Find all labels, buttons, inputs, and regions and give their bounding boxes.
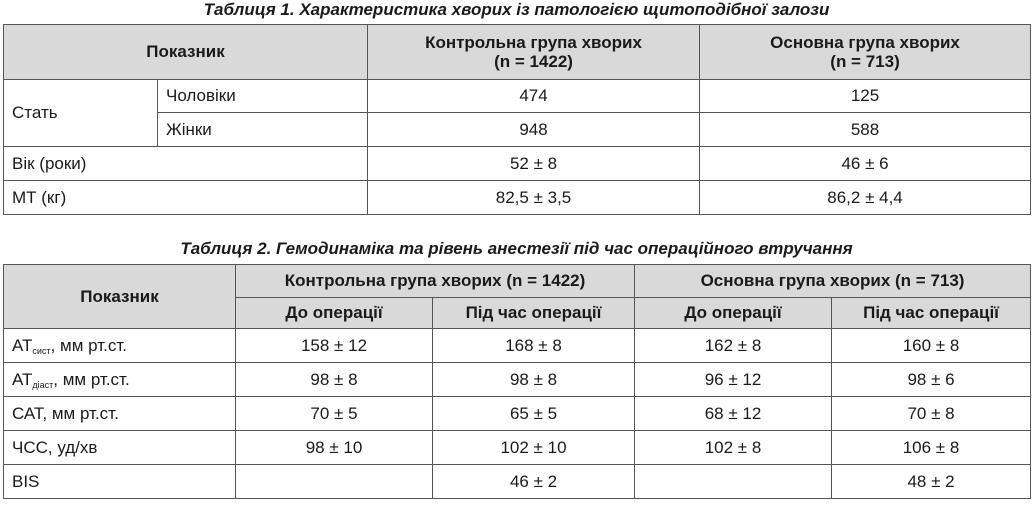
table1-caption: Таблиця 1. Характеристика хворих із патологією щитоподібної залози (203, 0, 830, 19)
cell-control-during: 102 ± 10 (433, 431, 635, 465)
label-main: АТ (12, 369, 33, 389)
cell-main-before (635, 465, 832, 499)
row-label-diastolic-bp (4, 363, 236, 397)
row-label-heart-rate: ЧСС, уд/хв (4, 431, 236, 465)
cell-main-age: 46 ± 6 (700, 147, 1031, 181)
row-label-systolic-bp (4, 329, 236, 363)
table1-header-indicator: Показник (4, 25, 368, 80)
hemodynamics-table (3, 264, 1031, 499)
label-subscript: сист (32, 345, 51, 356)
main-group-title: Основна група хворих (770, 33, 960, 52)
row-label-women: Жінки (158, 113, 368, 147)
row-label-bis: BIS (4, 465, 236, 499)
row-label-sex: Стать (4, 80, 158, 147)
cell-main-during: 160 ± 8 (832, 329, 1031, 363)
table2-header-row-1 (4, 265, 1031, 298)
table-row (4, 329, 1031, 363)
cell-control-before (236, 465, 433, 499)
main-group-count: (n = 713) (830, 52, 900, 71)
cell-control-during: 98 ± 8 (433, 363, 635, 397)
row-label-age: Вік (роки) (4, 147, 368, 181)
cell-control-before: 70 ± 5 (236, 397, 433, 431)
cell-control-during: 46 ± 2 (433, 465, 635, 499)
row-label-men: Чоловіки (158, 80, 368, 113)
label-rest: , мм рт.ст. (53, 369, 130, 389)
table-row (4, 181, 1031, 215)
cell-main-during: 106 ± 8 (832, 431, 1031, 465)
table1-header-main-group (700, 25, 1031, 80)
row-label-body-mass: МТ (кг) (4, 181, 368, 215)
header-control-before: До операції (236, 298, 433, 329)
table2-caption: Таблиця 2. Гемодинаміка та рівень анестезії під час операційного втручання (180, 239, 853, 258)
cell-main-before: 68 ± 12 (635, 397, 832, 431)
table-row (4, 465, 1031, 499)
cell-main-body-mass: 86,2 ± 4,4 (700, 181, 1031, 215)
cell-control-body-mass: 82,5 ± 3,5 (368, 181, 700, 215)
label-main: АТ (12, 335, 33, 355)
cell-main-before: 162 ± 8 (635, 329, 832, 363)
row-label-mean-bp: САТ, мм рт.ст. (4, 397, 236, 431)
control-group-title: Контрольна група хворих (425, 33, 642, 52)
cell-main-before: 102 ± 8 (635, 431, 832, 465)
table-row (4, 397, 1031, 431)
cell-main-during: 48 ± 2 (832, 465, 1031, 499)
cell-control-age: 52 ± 8 (368, 147, 700, 181)
table2-header-main-group: Основна група хворих (n = 713) (635, 265, 1031, 298)
table1-header-row (4, 25, 1031, 80)
header-control-during: Під час операції (433, 298, 635, 329)
table-row (4, 147, 1031, 181)
table-row (4, 363, 1031, 397)
cell-main-during: 70 ± 8 (832, 397, 1031, 431)
cell-control-during: 168 ± 8 (433, 329, 635, 363)
cell-control-before: 158 ± 12 (236, 329, 433, 363)
header-main-before: До операції (635, 298, 832, 329)
table-row (4, 431, 1031, 465)
header-main-during: Під час операції (832, 298, 1031, 329)
cell-control-before: 98 ± 10 (236, 431, 433, 465)
table-row (4, 80, 1031, 113)
table2-header-control-group: Контрольна група хворих (n = 1422) (236, 265, 635, 298)
cell-control-women: 948 (368, 113, 700, 147)
cell-control-men: 474 (368, 80, 700, 113)
cell-control-before: 98 ± 8 (236, 363, 433, 397)
table2-header-indicator: Показник (4, 265, 236, 329)
control-group-count: (n = 1422) (494, 52, 573, 71)
patient-characteristics-table (3, 24, 1031, 215)
cell-main-women: 588 (700, 113, 1031, 147)
cell-main-before: 96 ± 12 (635, 363, 832, 397)
table1-header-control-group (368, 25, 700, 80)
label-rest: , мм рт.ст. (50, 335, 127, 355)
label-subscript: діаст (32, 379, 54, 390)
table-row (4, 113, 1031, 147)
cell-main-during: 98 ± 6 (832, 363, 1031, 397)
cell-main-men: 125 (700, 80, 1031, 113)
cell-control-during: 65 ± 5 (433, 397, 635, 431)
